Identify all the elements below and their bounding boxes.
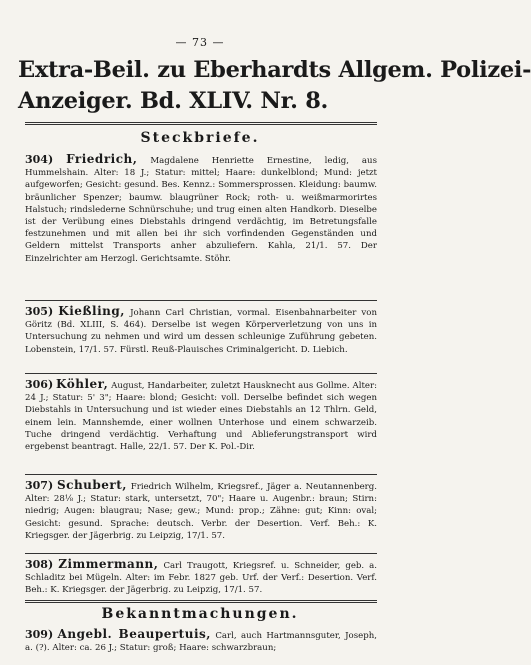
entry-text: August, Handarbeiter, zuletzt Hausknecht aus Gollme. Alter: 24 J.; Statur: 5' 3"; Haare: blond; Gesicht: voll. Derselbe befindet sich wegen Diebstahls in Untersuchung und ist wieder eines Diebstahls an 12 Thlrn. Geld, einem lein. Mannshemde, einer wollnen Unterhose und einem schwarzeib. Tuche dringend verdächtig. Verhaftung und Ablieferungstransport wird ergebenst beantragt. Halle, 22/1. 57. Der K. Pol.-Dir. — [25, 381, 377, 453]
entry-307 — [25, 479, 377, 542]
entry-304 — [25, 153, 377, 265]
entry-309 — [25, 628, 377, 654]
entry-separator — [25, 373, 377, 374]
entry-number: 304) — [25, 153, 54, 166]
entry-number: 309) — [25, 628, 54, 641]
entry-number: 307) — [25, 479, 54, 492]
entry-text: Johann Carl Christian, vormal. Eisenbahnarbeiter von Göritz (Bd. XLIII, S. 464). Derselbe ist wegen Körperverletzung von uns in Untersuchung zu nehmen und wird um dessen schleunige Zuführung gebeten. Lobenstein, 17/1. 57. Fürstl. Reuß-Plauisches Criminalgericht. D. Liebich. — [25, 308, 377, 355]
section-rule — [25, 600, 377, 603]
entry-306 — [25, 378, 377, 453]
entry-text: Carl Traugott, Kriegsref. u. Schneider, geb. a. Schladitz bei Mügeln. Alter: im Febr. 1827 geb. Urf. der Verf.: Desertion. Verf. Beh.: K. Kriegsger. der Jägerbrig. zu Leipzig, 17/1. 57. — [25, 561, 378, 596]
entry-name: Zimmermann, — [58, 557, 159, 571]
masthead-line-2: Anzeiger. Bd. XLIV. Nr. 8. — [18, 88, 329, 114]
entry-text: Friedrich Wilhelm, Kriegsref., Jäger a. Neutannenberg. Alter: 28⅛ J.; Statur: stark, untersetzt, 70"; Haare u. Augenbr.: braun; Stirn: niedrig; Augen: blaugrau; Nase; gew.; Mund: prop.; Zähne: gut; Kinn: oval; Gesicht: gesund. Sprache: deutsch. Verbr. der Desertion. Verf. Beh.: K. Kriegsger. der Jägerbrig. zu Leipzig, 17/1. 57. — [25, 482, 378, 541]
entry-number: 308) — [25, 558, 54, 571]
entry-name: Kießling, — [58, 304, 125, 318]
entry-305 — [25, 305, 377, 356]
section-heading-bekanntmachungen: Bekanntmachungen. — [101, 606, 299, 622]
masthead-line-1: Extra-Beil. zu Eberhardts Allgem. Polizei- — [18, 57, 531, 83]
masthead-rule — [25, 122, 377, 125]
entry-separator — [25, 300, 377, 301]
entry-text: Magdalene Henriette Ernestine, ledig, aus Hummelshain. Alter: 18 J.; Statur: mittel; Haare: dunkelblond; Mund: jetzt aufgeworfen; Gesicht: gesund. Bes. Kennz.: Sommersprossen. Kleidung: baumw. bräunlicher Spenzer; baumw. blaugrüner Rock; roth- u. weißmarmorirtes Halstuch; rindslederne Schnürschuhe; und trug einen alten Handkorb. Dieselbe ist der Verübung eines Diebstahls dringend verdächtig, im Betretungsfalle festzunehmen und mit allen bei ihr sich vorfindenden Gegenständen und Geldern mittelst Transports anher abzuliefern. Kahla, 21/1. 57. Der Einzelrichter am Herzogl. Gerichtsamte. Stöhr. — [25, 156, 377, 264]
entry-separator — [25, 474, 377, 475]
entry-number: 306) — [25, 378, 54, 391]
entry-name: Köhler, — [56, 377, 109, 391]
entry-name: Schubert, — [56, 478, 127, 492]
entry-name: Angebl. Beaupertuis, — [57, 627, 211, 641]
entry-text: Carl, auch Hartmannsguter, Joseph, a. (?). Alter: ca. 26 J.; Statur: groß; Haare: schwarzbraun; — [25, 631, 377, 654]
entry-name: Friedrich, — [66, 152, 138, 166]
section-heading-steckbriefe: Steckbriefe. — [140, 130, 260, 146]
entry-308 — [25, 558, 377, 597]
page-number: — 73 — — [175, 36, 225, 49]
entry-number: 305) — [25, 305, 54, 318]
entry-separator — [25, 553, 377, 554]
